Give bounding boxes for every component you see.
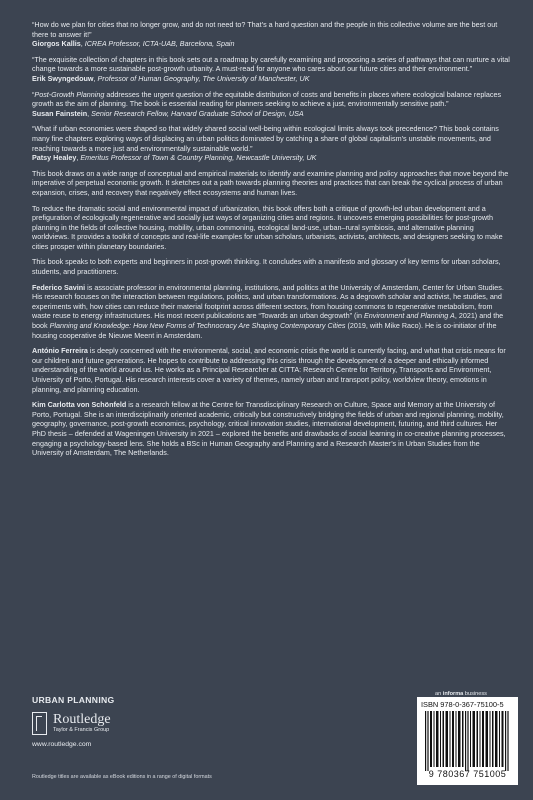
- publisher-group: Taylor & Francis Group: [53, 727, 110, 733]
- quote-author: Giorgos Kallis: [32, 39, 81, 49]
- quote-author: Susan Fainstein: [32, 108, 88, 118]
- author-name: Federico Savini: [32, 282, 86, 292]
- barcode: [417, 697, 518, 785]
- endorsement-swyngedouw: [32, 55, 510, 84]
- series-label: URBAN PLANNING: [32, 695, 115, 705]
- bio-schonfeld: [32, 400, 510, 458]
- description-paragraph: This book draws on a wide range of conceptual and empirical materials to identify and examine planning and policy approaches that move beyond the imperative of perpetual economic growth. It sketches out a path towards planning theories and practices that can break the cyclical process of urban expansion, crises, and recovery that negatively effect ecosystems and human lives.: [32, 168, 509, 197]
- quote-author: Patsy Healey: [32, 153, 77, 163]
- publisher-wordmark: [53, 713, 111, 734]
- quote-attribution: Susan Fainstein, Senior Research Fellow, Harvard Graduate School of Design, USA: [32, 108, 304, 118]
- bio-savini: [32, 283, 510, 341]
- author-name: Kim Carlotta von Schönfeld: [32, 400, 127, 410]
- quote-text: “What if urban economies were shaped so that widely shared social well-being within ecological limits always took precedence? This book contains many fine chapters exploring ways of displacing an urban politics dominated by catching a share of global capitalism’s unstable movements, and reaching towards a more just and environmentally sustainable world.”: [32, 124, 499, 153]
- publisher-name: Routledge: [53, 712, 111, 727]
- endorsement-healey: [32, 124, 510, 162]
- cover-text: [32, 20, 510, 464]
- bio-text: is a research fellow at the Centre for Transdisciplinary Research on Culture, Space and Memory at the University of Porto, Portugal. She is an interdisciplinarily oriented academic, critically but constructively bridging the fields of urban and regional planning, mobility, geography, governance, post-growth economics, psychology, critical innovation studies, international development, futuring, and third cultures. Her PhD thesis – defended at Wageningen University in 2021 – explored the benefits and drawbacks of social learning in co-creative planning processes, engaging a psychology-based lens. She holds a BSc in Human Geography and Planning and a Research Master’s in Urban Studies from the University of Amsterdam, The Netherlands.: [32, 400, 506, 458]
- book-title: Post-Growth Planning: [34, 89, 105, 99]
- informa-prefix: an: [435, 691, 443, 697]
- quote-body: addresses the urgent question of the equitable distribution of costs and benefits in places where ecological balance replaces growth as the aim of planning. The book is essential reading for planners seeking to achieve a just, environmentally sensitive path.”: [32, 89, 502, 109]
- publisher-url[interactable]: www.routledge.com: [32, 741, 92, 748]
- barcode-number: 9 780367 751005: [428, 769, 507, 779]
- barcode-bars: [425, 711, 511, 771]
- endorsement-kallis: [32, 20, 510, 49]
- bio-ferreira: [32, 346, 510, 394]
- informa-suffix: business: [463, 691, 487, 697]
- quote-text: [32, 90, 510, 109]
- publisher-logo: [32, 712, 111, 735]
- informa-brand: informa: [442, 691, 464, 697]
- quote-role: ICREA Professor, ICTA-UAB, Barcelona, Spain: [84, 39, 235, 49]
- endorsement-fainstein: [32, 90, 510, 119]
- description-paragraph: This book speaks to both experts and beginners in post-growth thinking. It concludes with a manifesto and glossary of key terms for urban scholars, students, and practitioners.: [32, 257, 501, 277]
- quote-text: “How do we plan for cities that no longer grow, and do not need to? That’s a hard question and the people in this collective volume are the best out there to answer it!”: [32, 20, 498, 39]
- bio-text: (2019, with Mike Raco). He is co-initiator of the housing cooperative de Nieuwe Meent in Amsterdam.: [32, 321, 497, 340]
- quote-mark: “: [32, 89, 35, 99]
- quote-author: Erik Swyngedouw: [32, 73, 94, 83]
- quote-role: Emeritus Professor of Town & Country Planning, Newcastle University, UK: [80, 153, 317, 163]
- bio-text: is associate professor in environmental planning, institutions, and politics at the University of Amsterdam, Center for Urban Studies. His research focuses on the interaction between regulations, politics, and urban transformations. As a degrowth scholar and activist, he studies, and experiments with, how cities can reduce their material footprint across different sectors, from housing commons to regenerative metabolism, from waste reuse to energy infrastructures. His most recent publications are “Towards an urban degrowth” (in: [32, 282, 504, 321]
- description-paragraph: To reduce the dramatic social and environmental impact of urbanization, this book offers both a critique of growth-led urban development and a prefiguration of ecologically regenerative and socially just ways of organizing cities and regions. It uncovers emerging possibilities for post-growth planning in the fields of collective housing, mobility, urban commoning, ecological land-use, urban–rural symbiosis, and alternative planning worldviews. It provides a toolkit of concepts and real-life examples for urban scholars, urbanists, activists, architects, and designers seeking to make cities prosper within planetary boundaries.: [32, 203, 503, 251]
- author-name: António Ferreira: [32, 346, 88, 356]
- quote-attribution: Patsy Healey, Emeritus Professor of Town & Country Planning, Newcastle University, UK: [32, 153, 317, 163]
- ebook-note: Routledge titles are available as eBook editions in a range of digital formats: [32, 774, 212, 780]
- isbn-label: ISBN 978-0-367-75100-5: [421, 700, 504, 709]
- bio-text: , 2021) and the book: [32, 311, 504, 331]
- journal-title: Environment and Planning A: [363, 311, 455, 321]
- bio-text: is deeply concerned with the environmental, social, and economic crisis the world is currently facing, and what that crisis means for our children and future generations. He hopes to contribute to addressing this crisis through the development of a deeper and ethically informed understanding of the world around us. He works as a Principal Researcher at CITTA: Research Centre for Territory, Transports and Environment, University of Porto, Portugal. His research interests cover a variety of themes, namely urban and transport policy, worldview theory, emotions in planning, and planning education.: [32, 346, 506, 394]
- book-title: Planning and Knowledge: How New Forms of Technocracy Are Shaping Contemporary Cities: [49, 321, 346, 331]
- quote-role: Professor of Human Geography, The University of Manchester, UK: [97, 73, 310, 83]
- quote-attribution: Giorgos Kallis, ICREA Professor, ICTA-UAB, Barcelona, Spain: [32, 39, 235, 49]
- quote-role: Senior Research Fellow, Harvard Graduate School of Design, USA: [91, 108, 304, 118]
- routledge-logo-icon: [32, 712, 47, 735]
- quote-text: “The exquisite collection of chapters in this book sets out a roadmap by carefully examining and proposing a series of pathways that can nurture a vital change towards a more sustainable post-growth urbanity. A must-read for anyone who cares about our future cities and their environment.”: [32, 54, 510, 74]
- quote-attribution: Erik Swyngedouw, Professor of Human Geography, The University of Manchester, UK: [32, 73, 310, 83]
